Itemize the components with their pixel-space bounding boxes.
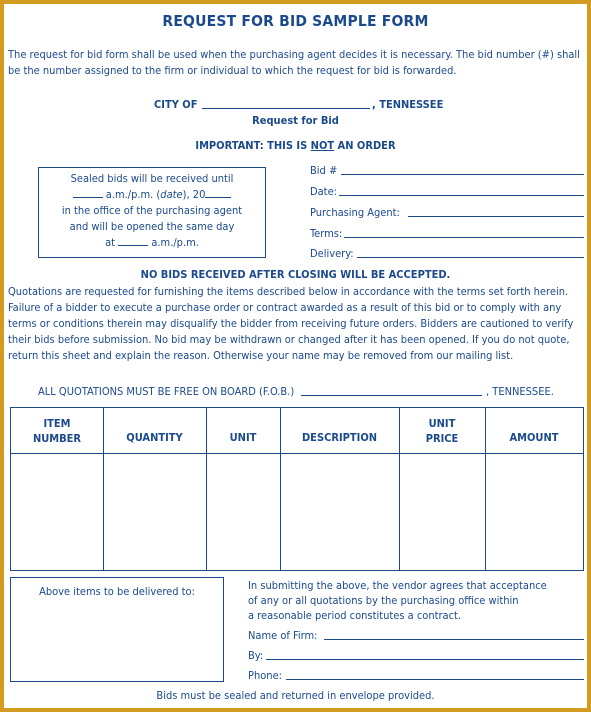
- open-ampm-text: a.m./p.m.: [148, 236, 199, 249]
- sealed-line-5: [39, 235, 265, 251]
- date-field[interactable]: [339, 195, 584, 196]
- agreement-text: [248, 578, 547, 623]
- fob-state: , TENNESSEE.: [486, 385, 554, 398]
- intro-paragraph: The request for bid form shall be used when the purchasing agent decides it is necessary. The bid number (#) shall be the number assigned to the firm or individual to which the request for bid is forwarded.: [8, 48, 580, 77]
- request-for-bid-subtitle: Request for Bid: [252, 114, 339, 127]
- state-label: , TENNESSEE: [372, 98, 444, 111]
- agreement-line-3: a reasonable period constitutes a contract.: [248, 609, 462, 622]
- sealed-line-3: in the office of the purchasing agent: [61, 204, 243, 217]
- col-header-amount: AMOUNT: [509, 431, 559, 444]
- year-prefix: ), 20: [182, 188, 206, 201]
- by-label: By:: [248, 649, 264, 662]
- fob-label: ALL QUOTATIONS MUST BE FREE ON BOARD (F.O.B.): [38, 385, 295, 398]
- col-header-item-number: ITEM NUMBER: [32, 416, 82, 445]
- fob-field[interactable]: [301, 395, 482, 396]
- city-of-label: CITY OF: [154, 98, 198, 111]
- table-header-rule: [11, 453, 583, 454]
- delivery-label: Delivery:: [310, 247, 354, 260]
- sealed-line-4: and will be opened the same day: [69, 220, 235, 233]
- purchasing-agent-field[interactable]: [408, 216, 584, 217]
- date-italic: date: [160, 188, 183, 201]
- time-blank[interactable]: [73, 187, 103, 198]
- col-header-quantity: QUANTITY: [126, 431, 183, 444]
- phone-label: Phone:: [248, 669, 282, 682]
- important-prefix: IMPORTANT: THIS IS: [195, 139, 311, 152]
- important-notice: [4, 139, 587, 152]
- important-suffix: AN ORDER: [334, 139, 396, 152]
- name-of-firm-label: Name of Firm:: [248, 629, 318, 642]
- sealed-line-1: Sealed bids will be received until: [70, 172, 234, 185]
- by-field[interactable]: [266, 659, 584, 660]
- form-title: REQUEST FOR BID SAMPLE FORM: [162, 12, 429, 30]
- delivery-box-label: Above items to be delivered to:: [39, 585, 195, 598]
- at-text: at: [105, 236, 116, 249]
- no-late-bids-notice: NO BIDS RECEIVED AFTER CLOSING WILL BE ACCEPTED.: [140, 268, 451, 281]
- purchasing-agent-label: Purchasing Agent:: [310, 206, 400, 219]
- open-time-blank[interactable]: [118, 235, 148, 246]
- delivery-address-box[interactable]: [10, 577, 224, 682]
- city-line[interactable]: [202, 108, 370, 109]
- date-label: Date:: [310, 185, 337, 198]
- name-of-firm-field[interactable]: [324, 639, 584, 640]
- phone-field[interactable]: [286, 679, 584, 680]
- items-table: [10, 407, 584, 571]
- quotation-paragraph: Quotations are requested for furnishing the items described below in accordance with the terms set forth herein. Failure of a bidder to execute a purchase order or contract awarded as a result of this bid or to comply with any terms or conditions therein may disqualify the bidder from receiving future orders. Bidders are cautioned to verify their bids before submission. No bid may be withdrawn or changed after it has been opened. If you do not quote, return this sheet and explain the reason. Otherwise your name may be removed from our mailing list.: [8, 285, 574, 362]
- terms-label: Terms:: [310, 227, 343, 240]
- col-header-description: DESCRIPTION: [301, 431, 378, 444]
- delivery-field[interactable]: [357, 257, 584, 258]
- bid-number-label: Bid #: [310, 164, 338, 177]
- footer-note: Bids must be sealed and returned in envelope provided.: [156, 689, 435, 702]
- ampm-text: a.m./p.m. (: [102, 188, 161, 201]
- sealed-line-2: [39, 187, 265, 203]
- agreement-line-1: In submitting the above, the vendor agrees that acceptance: [248, 579, 547, 592]
- agreement-line-2: of any or all quotations by the purchasing office within: [248, 594, 519, 607]
- col-header-unit: UNIT: [229, 431, 257, 444]
- bid-number-field[interactable]: [341, 174, 584, 175]
- sealed-bids-box: [38, 167, 266, 258]
- important-not: NOT: [310, 139, 335, 152]
- year-blank[interactable]: [205, 187, 231, 198]
- terms-field[interactable]: [344, 237, 584, 238]
- col-header-unit-price: UNIT PRICE: [425, 416, 459, 445]
